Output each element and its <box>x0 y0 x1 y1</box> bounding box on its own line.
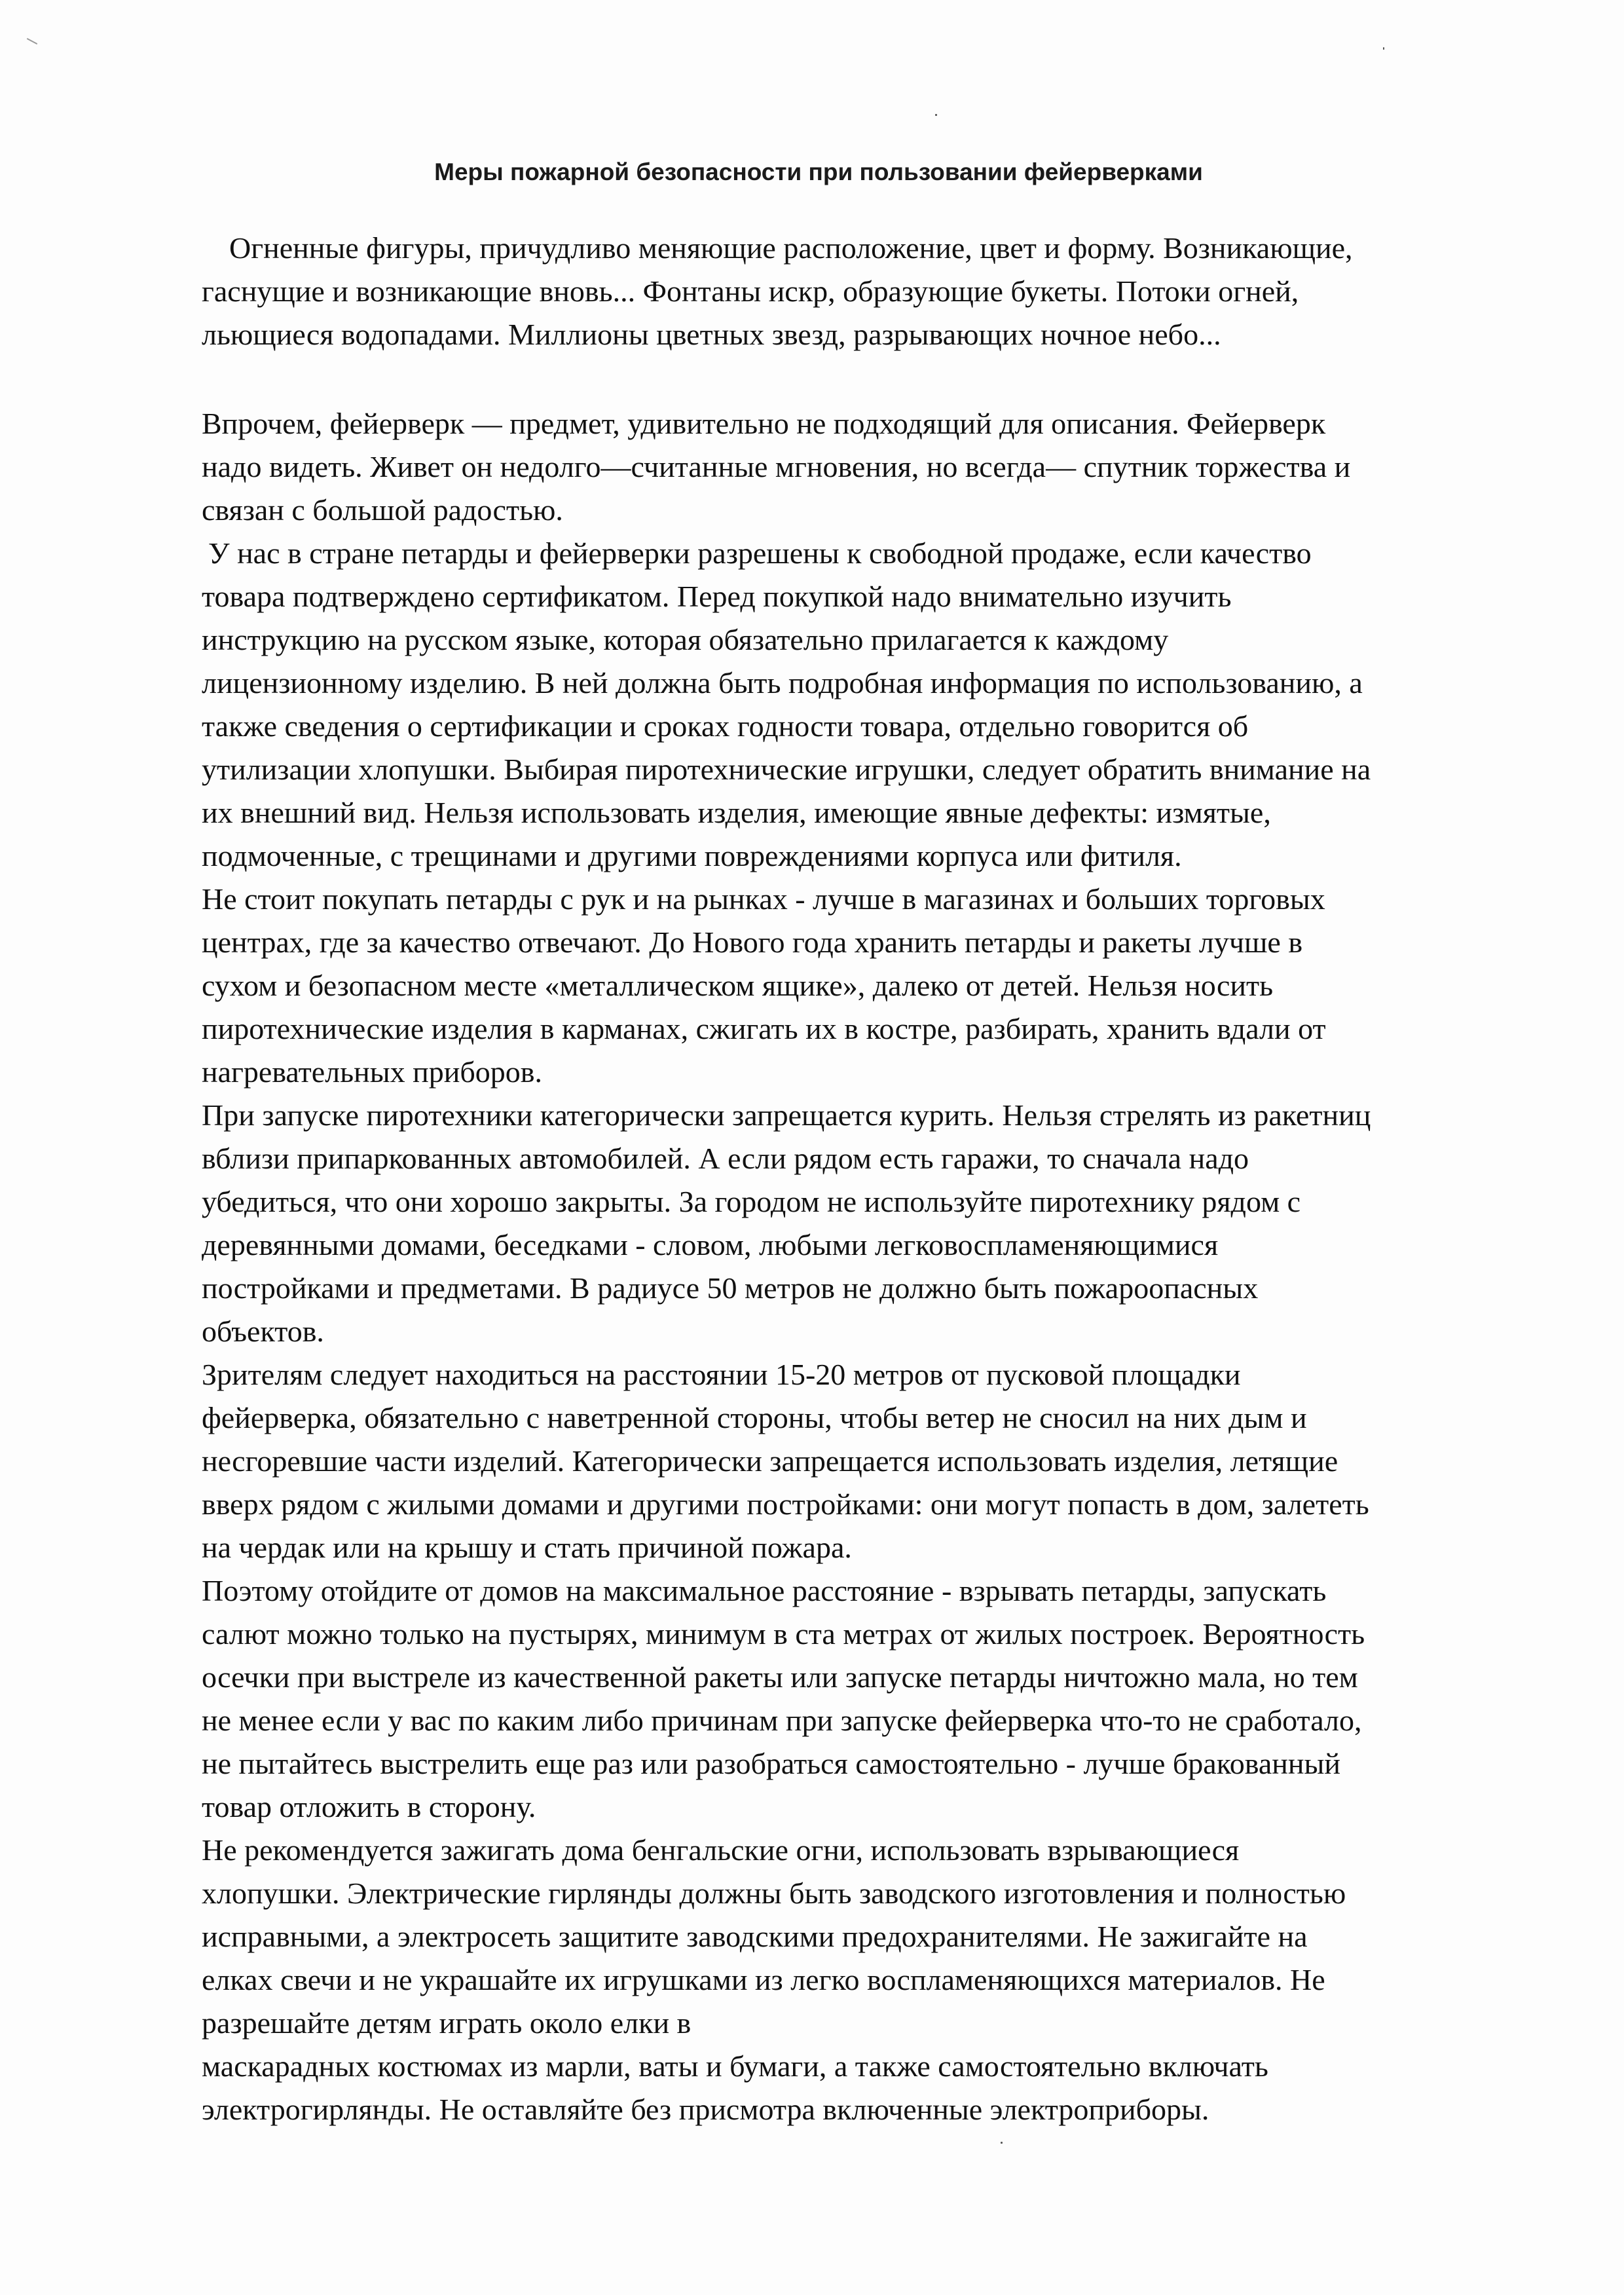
text-line: лицензионному изделию. В ней должна быть подробная информация по использованию, а <box>202 666 1363 700</box>
paragraph <box>202 878 1511 1094</box>
text-line: на чердак или на крышу и стать причиной пожара. <box>202 1531 852 1564</box>
text-line: утилизации хлопушки. Выбирая пиротехнические игрушки, следует обратить внимание на <box>202 753 1371 786</box>
text-line: их внешний вид. Нельзя использовать изделия, имеющие явные дефекты: измятые, <box>202 796 1271 829</box>
text-line: хлопушки. Электрические гирлянды должны быть заводского изготовления и полностью <box>202 1876 1346 1910</box>
text-line: надо видеть. Живет он недолго—считанные мгновения, но всегда— спутник торжества и <box>202 450 1351 483</box>
text-line: объектов. <box>202 1315 324 1348</box>
text-line: вблизи припаркованных автомобилей. А если рядом есть гаражи, то сначала надо <box>202 1142 1249 1175</box>
scan-speck <box>1383 47 1384 50</box>
paragraph-gap <box>202 356 1511 402</box>
text-line: Огненные фигуры, причудливо меняющие расположение, цвет и форму. Возникающие, <box>229 231 1353 265</box>
text-line: елках свечи и не украшайте их игрушками из легко воспламеняющихся материалов. Не <box>202 1963 1325 1996</box>
text-line: не менее если у вас по каким либо причинам при запуске фейерверка что-то не сработало, <box>202 1704 1362 1737</box>
text-line: исправными, а электросеть защитите заводскими предохранителями. Не зажигайте на <box>202 1920 1308 1953</box>
scan-speck <box>935 114 937 116</box>
document-body <box>202 227 1511 2131</box>
text-line: разрешайте детям играть около елки в <box>202 2006 692 2040</box>
text-line: У нас в стране петарды и фейерверки разрешены к свободной продаже, если качество <box>208 536 1312 570</box>
text-line: пиротехнические изделия в карманах, сжигать их в костре, разбирать, хранить вдали от <box>202 1012 1326 1045</box>
text-line: убедиться, что они хорошо закрыты. За городом не используйте пиротехнику рядом с <box>202 1185 1301 1218</box>
text-line: При запуске пиротехники категорически запрещается курить. Нельзя стрелять из ракетниц <box>202 1098 1371 1132</box>
scan-speck <box>27 38 38 45</box>
document-title: Меры пожарной безопасности при пользовании фейерверками <box>434 159 1203 185</box>
scan-speck <box>1001 2142 1003 2144</box>
text-line: салют можно только на пустырях, минимум в ста метрах от жилых построек. Вероятность <box>202 1617 1365 1651</box>
paragraph <box>202 227 1511 356</box>
text-line: вверх рядом с жилыми домами и другими постройками: они могут попасть в дом, залететь <box>202 1487 1369 1521</box>
text-line: фейерверка, обязательно с наветренной стороны, чтобы ветер не сносил на них дым и <box>202 1401 1307 1434</box>
text-line: деревянными домами, беседками - словом, любыми легковоспламеняющимися <box>202 1228 1219 1261</box>
text-line: товар отложить в сторону. <box>202 1790 536 1823</box>
text-line: товара подтверждено сертификатом. Перед покупкой надо внимательно изучить <box>202 580 1232 613</box>
text-line: инструкцию на русском языке, которая обязательно прилагается к каждому <box>202 623 1169 656</box>
text-line: маскарадных костюмах из марли, ваты и бумаги, а также самостоятельно включать <box>202 2049 1268 2083</box>
text-line: гаснущие и возникающие вновь... Фонтаны искр, образующие букеты. Потоки огней, <box>202 274 1299 308</box>
text-line: Впрочем, фейерверк — предмет, удивительно не подходящий для описания. Фейерверк <box>202 407 1326 440</box>
text-line: постройками и предметами. В радиусе 50 метров не должно быть пожароопасных <box>202 1271 1259 1305</box>
text-line: нагревательных приборов. <box>202 1055 542 1089</box>
text-line: Поэтому отойдите от домов на максимальное расстояние - взрывать петарды, запускать <box>202 1574 1327 1607</box>
text-line: также сведения о сертификации и сроках годности товара, отдельно говорится об <box>202 709 1249 743</box>
text-line: связан с большой радостью. <box>202 493 563 527</box>
paragraph <box>202 1094 1511 1353</box>
text-line: Зрителям следует находиться на расстоянии 15-20 метров от пусковой площадки <box>202 1358 1241 1391</box>
text-line: осечки при выстреле из качественной ракеты или запуске петарды ничтожно мала, но тем <box>202 1660 1358 1694</box>
paragraph <box>202 1569 1511 1829</box>
text-line: не пытайтесь выстрелить еще раз или разобраться самостоятельно - лучше бракованный <box>202 1747 1341 1780</box>
paragraph <box>202 1353 1511 1569</box>
paragraph <box>202 402 1511 532</box>
text-line: Не стоит покупать петарды с рук и на рынках - лучше в магазинах и больших торговых <box>202 882 1325 916</box>
text-line: сухом и безопасном месте «металлическом ящике», далеко от детей. Нельзя носить <box>202 969 1274 1002</box>
text-line: электрогирлянды. Не оставляйте без присмотра включенные электроприборы. <box>202 2093 1209 2126</box>
text-line: подмоченные, с трещинами и другими повреждениями корпуса или фитиля. <box>202 839 1182 872</box>
text-line: центрах, где за качество отвечают. До Нового года хранить петарды и ракеты лучше в <box>202 925 1303 959</box>
text-line: несгоревшие части изделий. Категорически запрещается использовать изделия, летящие <box>202 1444 1338 1478</box>
paragraph <box>202 1829 1511 2131</box>
paragraph <box>202 532 1511 878</box>
text-line: льющиеся водопадами. Миллионы цветных звезд, разрывающих ночное небо... <box>202 318 1221 351</box>
text-line: Не рекомендуется зажигать дома бенгальские огни, использовать взрывающиеся <box>202 1833 1240 1867</box>
